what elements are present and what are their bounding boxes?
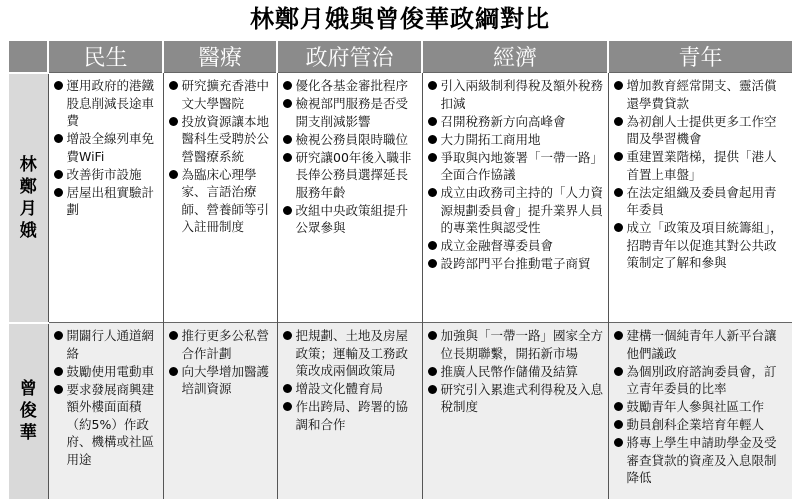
policy-cell	[48, 323, 163, 499]
policy-item	[168, 113, 273, 166]
policy-item	[613, 363, 789, 398]
policy-item-text: 引入兩級制利得稅及額外稅務扣減	[440, 78, 604, 111]
bullet-icon	[54, 331, 63, 340]
policy-list	[278, 323, 422, 436]
policy-item	[427, 184, 604, 237]
policy-item-text: 投放資源讓本地醫科生受聘於公營醫療系統	[181, 113, 270, 164]
policy-item	[427, 255, 604, 273]
bullet-icon	[614, 223, 623, 232]
policy-item-text: 鼓勵青年人參與社區工作	[626, 399, 765, 414]
bullet-icon	[283, 402, 292, 411]
candidate-label	[9, 323, 48, 499]
policy-item	[282, 149, 418, 202]
policy-item	[53, 184, 159, 219]
policy-item	[53, 130, 159, 165]
bullet-icon	[428, 117, 437, 126]
policy-item-text: 增設文化體育局	[295, 381, 384, 396]
policy-item-text: 動員創科企業培育年輕人	[626, 417, 765, 432]
policy-item-text: 優化各基金審批程序	[295, 78, 409, 93]
bullet-icon	[428, 135, 437, 144]
policy-item	[427, 149, 604, 184]
bullet-icon	[283, 206, 292, 215]
policy-item	[53, 363, 159, 381]
policy-item	[427, 327, 604, 362]
policy-item	[53, 381, 159, 469]
policy-item-text: 為臨床心理學家、言語治療師、營養師等引入註冊制度	[181, 166, 270, 234]
column-header: 青年	[608, 41, 792, 73]
policy-item	[53, 166, 159, 184]
policy-item-text: 為初創人士提供更多工作空間及學習機會	[626, 113, 777, 146]
policy-item-text: 成立金融督導委員會	[440, 238, 554, 253]
column-header: 政府管治	[277, 41, 422, 73]
bullet-icon	[428, 385, 437, 394]
policy-list	[49, 73, 163, 221]
policy-item	[613, 327, 789, 362]
comparison-table	[9, 41, 792, 499]
bullet-icon	[283, 153, 292, 162]
policy-item	[282, 398, 418, 433]
bullet-icon	[283, 384, 292, 393]
policy-item-text: 改善街市設施	[66, 166, 142, 182]
bullet-icon	[283, 81, 292, 90]
policy-item	[53, 77, 159, 130]
bullet-icon	[283, 331, 292, 340]
policy-list	[49, 323, 163, 471]
policy-item	[282, 327, 418, 380]
bullet-icon	[428, 153, 437, 162]
policy-item-text: 向大學增加醫護培訓資源	[181, 363, 270, 396]
policy-item-text: 將專上學生申請助學金及受審查貸款的資產及入息限制降低	[626, 435, 777, 485]
policy-cell	[608, 323, 792, 499]
bullet-icon	[428, 259, 437, 268]
policy-cell	[163, 323, 277, 499]
candidate-row	[9, 323, 792, 499]
bullet-icon	[169, 170, 178, 179]
policy-item-text: 成立由政務司主持的「人力資源規劃委員會」提升業界人員的專業性與認受性	[440, 185, 604, 235]
policy-cell	[48, 73, 163, 323]
candidate-name: 曾俊華	[19, 379, 37, 443]
policy-item-text: 檢視部門服務是否受開支削減影響	[295, 96, 409, 129]
policy-item-text: 大力開拓工商用地	[440, 131, 541, 147]
policy-cell	[422, 323, 608, 499]
bullet-icon	[614, 438, 623, 447]
policy-list	[609, 73, 793, 274]
policy-list	[423, 73, 608, 275]
bullet-icon	[614, 152, 623, 161]
policy-item	[613, 77, 789, 112]
policy-list	[609, 323, 793, 489]
header-corner	[9, 41, 48, 73]
bullet-icon	[283, 135, 292, 144]
policy-item	[613, 416, 789, 434]
policy-item	[427, 237, 604, 255]
bullet-icon	[614, 420, 623, 429]
policy-item	[427, 77, 604, 112]
bullet-icon	[614, 402, 623, 411]
page-title: 林鄭月娥與曾俊華政綱對比	[250, 5, 550, 33]
column-header: 醫療	[163, 41, 277, 73]
policy-list	[164, 323, 277, 400]
bullet-icon	[169, 331, 178, 340]
policy-item-text: 加強與「一帶一路」國家全方位長期聯繫，開拓新市場	[440, 328, 604, 361]
column-header: 經濟	[422, 41, 608, 73]
policy-item-text: 成立「政策及項目統籌組」，招聘青年以促進其對公共政策制定了解和參與	[626, 220, 783, 270]
policy-list	[164, 73, 277, 238]
policy-item-text: 改組中央政策組提升公眾參與	[295, 202, 409, 235]
policy-item-text: 要求發展商興建額外樓面面積（約5%）作政府、機構或社區用途	[66, 381, 155, 467]
policy-item-text: 檢視公務員限時職位	[295, 131, 409, 147]
bullet-icon	[614, 117, 623, 126]
policy-item-text: 重建置業階梯，提供「港人首置上車盤」	[626, 149, 777, 182]
bullet-icon	[614, 331, 623, 340]
bullet-icon	[428, 241, 437, 250]
policy-item	[168, 363, 273, 398]
policy-item-text: 鼓勵使用電動車	[66, 363, 155, 379]
bullet-icon	[169, 367, 178, 376]
bullet-icon	[428, 188, 437, 197]
policy-list	[423, 323, 608, 418]
policy-item-text: 把規劃、土地及房屋政策；運輸及工務政策改成兩個政策局	[295, 328, 409, 378]
policy-item-text: 增設全線列車免費WiFi	[66, 131, 155, 164]
policy-cell	[277, 323, 422, 499]
policy-item	[427, 363, 604, 381]
policy-item	[427, 113, 604, 131]
policy-item	[282, 380, 418, 398]
policy-cell	[422, 73, 608, 323]
policy-cell	[163, 73, 277, 323]
policy-item-text: 研究讓00年後入職非長俸公務員選擇延長服務年齡	[295, 149, 412, 200]
bullet-icon	[54, 134, 63, 143]
policy-item-text: 研究引入累進式利得稅及入息稅制度	[440, 381, 604, 414]
column-header: 民生	[48, 41, 163, 73]
policy-item-text: 推廣人民幣作儲備及結算	[440, 363, 579, 379]
policy-item	[168, 77, 273, 112]
candidate-name: 林鄭月娥	[19, 154, 37, 241]
policy-item-text: 推行更多公私營合作計劃	[181, 328, 270, 361]
policy-list	[278, 73, 422, 239]
bullet-icon	[428, 81, 437, 90]
policy-item	[613, 113, 789, 148]
policy-item	[613, 184, 789, 219]
policy-item-text: 研究擴充香港中文大學醫院	[181, 78, 270, 111]
policy-item-text: 建構一個純青年人新平台讓他們議政	[626, 328, 777, 361]
bullet-icon	[283, 99, 292, 108]
policy-item	[282, 95, 418, 130]
policy-item-text: 設跨部門平台推動電子商貿	[440, 256, 591, 271]
bullet-icon	[54, 170, 63, 179]
policy-item-text: 在法定組織及委員會起用青年委員	[626, 184, 777, 217]
candidate-row	[9, 73, 792, 323]
policy-cell	[608, 73, 792, 323]
bullet-icon	[614, 367, 623, 376]
policy-cell	[277, 73, 422, 323]
policy-item-text: 運用政府的港鐵股息削減長途車費	[66, 78, 155, 128]
policy-item	[168, 166, 273, 236]
policy-item-text: 增加教育經常開支、靈活償還學費貸款	[626, 78, 777, 111]
policy-item	[613, 219, 789, 272]
header-row	[9, 41, 792, 73]
bullet-icon	[169, 117, 178, 126]
policy-item-text: 為個別政府諮詢委員會，訂立青年委員的比率	[626, 363, 777, 396]
policy-item	[427, 131, 604, 149]
bullet-icon	[54, 367, 63, 376]
policy-item	[282, 131, 418, 149]
policy-item	[168, 327, 273, 362]
policy-item	[613, 434, 789, 487]
policy-item	[53, 327, 159, 362]
policy-item-text: 爭取與內地簽署「一帶一路」全面合作協議	[440, 149, 604, 182]
bullet-icon	[54, 81, 63, 90]
policy-item-text: 居屋出租實驗計劃	[66, 184, 155, 217]
policy-item	[613, 148, 789, 183]
policy-item-text: 作出跨局、跨署的協調和合作	[295, 399, 409, 432]
bullet-icon	[54, 188, 63, 197]
candidate-label	[9, 73, 48, 323]
bullet-icon	[428, 367, 437, 376]
policy-item	[613, 398, 789, 416]
bullet-icon	[428, 331, 437, 340]
policy-item	[282, 202, 418, 237]
bullet-icon	[614, 81, 623, 90]
policy-item-text: 召開稅務新方向高峰會	[440, 113, 566, 129]
policy-item-text: 開闢行人通道網絡	[66, 328, 155, 361]
bullet-icon	[614, 188, 623, 197]
policy-item	[427, 381, 604, 416]
bullet-icon	[54, 385, 63, 394]
policy-item	[282, 77, 418, 95]
bullet-icon	[169, 81, 178, 90]
